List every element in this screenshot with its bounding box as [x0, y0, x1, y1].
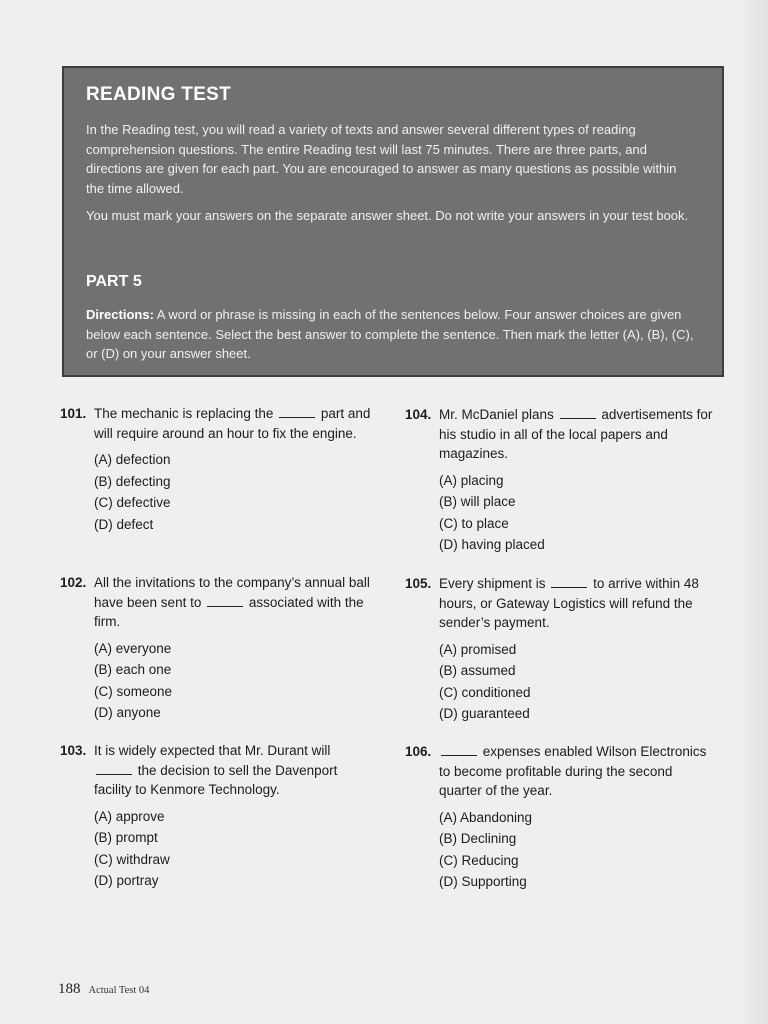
question-stem: [94, 573, 372, 632]
stem-before: Every shipment is: [439, 576, 546, 591]
question-number: 102.: [60, 575, 87, 590]
option-d: (D) guaranteed: [439, 706, 530, 721]
answer-blank: [551, 575, 587, 588]
answer-blank: [560, 406, 596, 419]
directions-label: Directions:: [86, 307, 154, 322]
page-number: 188: [58, 981, 81, 997]
answer-options: [439, 470, 717, 556]
question-stem: [94, 741, 372, 800]
option-a: (A) defection: [94, 452, 171, 467]
stem-after: expenses enabled Wilson Electronics to become profitable during the second quarter of the year.: [439, 744, 707, 798]
answer-sheet-paragraph: You must mark your answers on the separate answer sheet. Do not write your answers in your test book.: [86, 208, 689, 223]
question-number: 106.: [405, 744, 432, 759]
footer-label: Actual Test 04: [88, 985, 150, 996]
question-102: [60, 573, 372, 724]
option-d: (D) Supporting: [439, 874, 527, 889]
option-b: (B) prompt: [94, 830, 158, 845]
stem-before: All the invitations to the company’s annual ball have been sent to: [94, 575, 370, 610]
question-101: [60, 404, 372, 535]
stem-before: The mechanic is replacing the: [94, 406, 274, 421]
section-title: READING TEST: [86, 84, 232, 105]
question-number: 104.: [405, 407, 432, 422]
reading-test-instructions-box: [62, 66, 724, 377]
option-b: (B) Declining: [439, 831, 517, 846]
part-title: PART 5: [86, 273, 142, 290]
question-105: [405, 574, 717, 725]
option-d: (D) defect: [94, 516, 154, 532]
question-stem: [439, 574, 717, 633]
directions-paragraph: [86, 305, 698, 364]
option-c: (C) to place: [439, 515, 509, 531]
option-c: (C) defective: [94, 495, 171, 510]
option-b: (B) each one: [94, 662, 172, 677]
option-d: (D) anyone: [94, 705, 161, 720]
stem-after: associated with the firm.: [94, 594, 364, 629]
question-stem: [94, 404, 372, 443]
option-c: (C) Reducing: [439, 852, 519, 868]
question-stem: [439, 742, 717, 801]
page-footer: [58, 980, 149, 998]
directions-text: A word or phrase is missing in each of the sentences below. Four answer choices are given below each sentence. Select the best answer to complete the sentence. Then mark the letter (A), (B), (C), or (D) on your answer sheet.: [86, 307, 694, 361]
option-a: (A) placing: [439, 472, 504, 488]
option-b: (B) defecting: [94, 473, 171, 489]
answer-options: [439, 639, 717, 725]
stem-after: to arrive within 48 hours, or Gateway Logistics will refund the sender’s payment.: [439, 576, 699, 630]
question-number: 105.: [405, 576, 432, 591]
answer-blank: [207, 594, 243, 607]
question-stem: [439, 405, 717, 464]
option-d: (D) having placed: [439, 537, 545, 552]
question-103: [60, 741, 372, 892]
option-a: (A) everyone: [94, 640, 172, 656]
answer-blank: [279, 405, 315, 418]
stem-after: advertisements for his studio in all of the local papers and magazines.: [439, 407, 713, 461]
option-b: (B) assumed: [439, 663, 516, 678]
question-106: [405, 742, 717, 893]
option-c: (C) conditioned: [439, 684, 531, 700]
option-d: (D) portray: [94, 873, 159, 888]
option-a: (A) Abandoning: [439, 809, 533, 825]
answer-blank: [96, 762, 132, 775]
option-a: (A) promised: [439, 641, 517, 657]
answer-options: [94, 449, 372, 535]
question-number: 103.: [60, 743, 87, 758]
intro-paragraph: In the Reading test, you will read a variety of texts and answer several different types of reading comprehension questions. The entire Reading test will last 75 minutes. There are three parts, and directions are given for each part. You are encouraged to answer as many questions as possible within the time allowed.: [86, 122, 677, 196]
option-a: (A) approve: [94, 808, 165, 824]
stem-before: It is widely expected that Mr. Durant will: [94, 743, 331, 758]
stem-after: part and will require around an hour to fix the engine.: [94, 406, 371, 441]
answer-blank: [441, 743, 477, 756]
answer-options: [94, 806, 372, 892]
option-c: (C) withdraw: [94, 851, 170, 867]
answer-options: [94, 638, 372, 724]
question-number: 101.: [60, 406, 87, 421]
option-b: (B) will place: [439, 494, 516, 509]
page-edge-shadow: [738, 0, 768, 1024]
answer-options: [439, 807, 717, 893]
question-104: [405, 405, 717, 556]
option-c: (C) someone: [94, 683, 173, 699]
stem-before: Mr. McDaniel plans: [439, 407, 554, 422]
stem-after: the decision to sell the Davenport facility to Kenmore Technology.: [94, 762, 338, 797]
